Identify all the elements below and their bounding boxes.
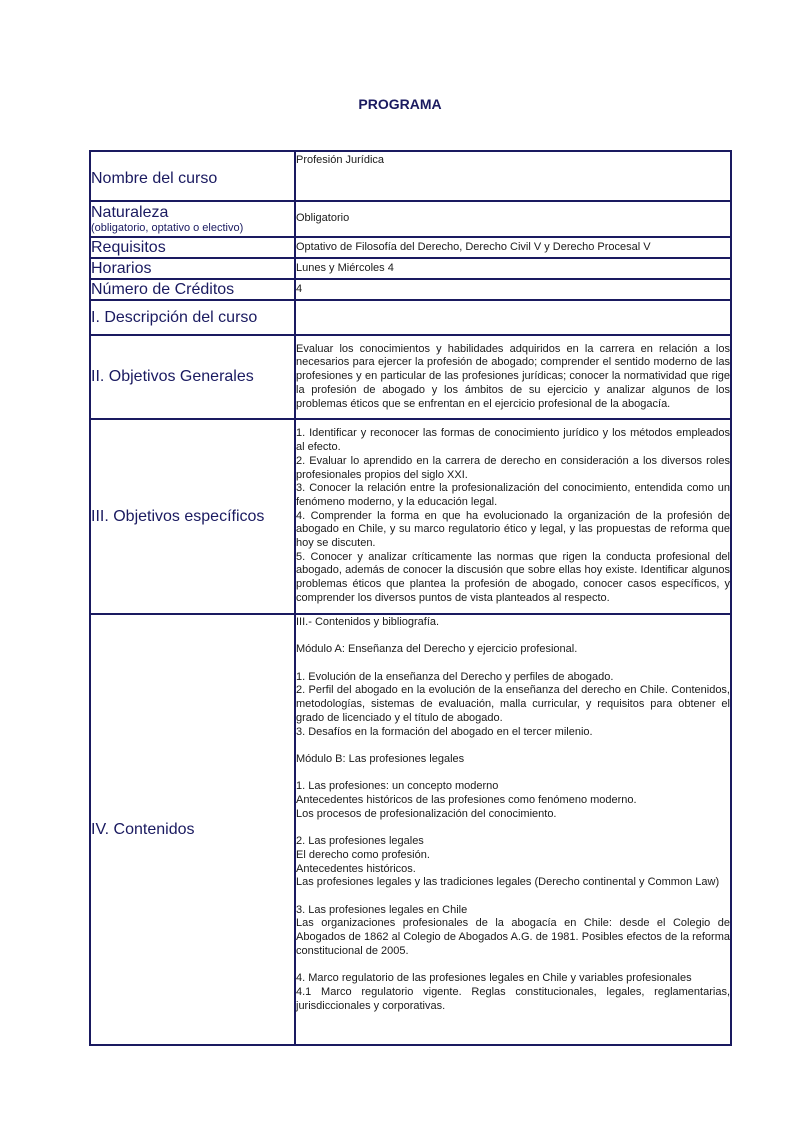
contenido-line: Las organizaciones profesionales de la abogacía en Chile: desde el Colegio de Abogados de 1862 al Colegio de Abogados A.G. de 1981. Posibles efectos de la reforma constitucional de 2005. bbox=[296, 917, 730, 957]
row-objetivos-generales bbox=[90, 335, 731, 419]
contenido-line: Módulo A: Enseñanza del Derecho y ejercicio profesional. bbox=[296, 643, 578, 656]
row-creditos bbox=[90, 279, 731, 300]
contenido-line: 2. Las profesiones legales bbox=[296, 835, 424, 848]
value-naturaleza: Obligatorio bbox=[295, 201, 731, 237]
blank-line bbox=[296, 739, 730, 753]
document-title: PROGRAMA bbox=[358, 96, 442, 112]
contenido-line: III.- Contenidos y bibliografía. bbox=[296, 616, 440, 628]
contenido-line: Las profesiones legales y las tradiciones legales (Derecho continental y Common Law) bbox=[296, 876, 720, 889]
value-objetivos-especificos bbox=[295, 419, 731, 614]
program-table bbox=[89, 150, 732, 1046]
objetivo-item: 4. Comprender la forma en que ha evolucionado la organización de la profesión de abogado en Chile, y su marco regulatorio ético y legal, y las propuestas de reforma que hoy se discuten. bbox=[296, 509, 730, 550]
label-nombre-text: Nombre del curso bbox=[91, 170, 218, 187]
value-creditos: 4 bbox=[295, 279, 731, 300]
contenido-line: El derecho como profesión. bbox=[296, 848, 430, 861]
contenido-line: 4.1 Marco regulatorio vigente. Reglas constitucionales, legales, reglamentarias, jurisdiccionales y corporativas. bbox=[296, 985, 730, 1012]
blank-line bbox=[296, 630, 730, 644]
value-objetivos-generales: Evaluar los conocimientos y habilidades adquiridos en la carrera en relación a los necesarios para ejercer la profesión de abogado; comprender el sentido moderno de las profesiones y en particular de las profesiones jurídicas; conocer la normatividad que rige la profesión de abogado y los ámbitos de su ejercicio y analizar algunos de los problemas éticos que se enfrentan en el ejercicio profesional de la abogacía. bbox=[295, 335, 731, 419]
label-descripcion: I. Descripción del curso bbox=[90, 300, 295, 335]
objetivo-item: 2. Evaluar lo aprendido en la carrera de derecho en consideración a los diversos roles profesionales propios del siglo XXI. bbox=[296, 454, 730, 481]
objetivo-item: 5. Conocer y analizar críticamente las normas que rigen la conducta profesional del abogado, además de conocer la discusión que sobre ellas hoy existe. Identificar algunos problemas éticos que plantea la profesión de abogado, conocer casos específicos, y comprender los diversos puntos de vista planteados al respecto. bbox=[296, 550, 730, 604]
row-horarios bbox=[90, 258, 731, 279]
row-descripcion bbox=[90, 300, 731, 335]
row-requisitos bbox=[90, 237, 731, 258]
label-naturaleza bbox=[90, 201, 295, 237]
objetivo-item: 3. Conocer la relación entre la profesionalización del conocimiento, entendida como un fenómeno moderno, y la educación legal. bbox=[296, 482, 730, 508]
value-requisitos: Optativo de Filosofía del Derecho, Derecho Civil V y Derecho Procesal V bbox=[295, 237, 731, 258]
label-horarios: Horarios bbox=[90, 258, 295, 279]
contenido-line: Antecedentes históricos de las profesiones como fenómeno moderno. bbox=[296, 794, 637, 807]
objetivo-item: 1. Identificar y reconocer las formas de conocimiento jurídico y los métodos empleados al efecto. bbox=[296, 427, 730, 454]
label-requisitos: Requisitos bbox=[90, 237, 295, 258]
blank-line bbox=[296, 767, 730, 781]
label-objetivos-generales: II. Objetivos Generales bbox=[90, 335, 295, 419]
contenido-line: Antecedentes históricos. bbox=[296, 862, 416, 875]
label-creditos: Número de Créditos bbox=[90, 279, 295, 300]
blank-line bbox=[296, 657, 730, 671]
blank-line bbox=[296, 890, 730, 904]
contenido-line: 3. Desafíos en la formación del abogado en el tercer milenio. bbox=[296, 725, 593, 738]
label-naturaleza-text: Naturaleza bbox=[91, 204, 169, 221]
contenido-line: 2. Perfil del abogado en la evolución de la enseñanza del derecho en Chile. Contenidos, metodologías, sistemas de evaluación, malla curricular, y requisitos para obtener el grado de licenciado y el título de abogado. bbox=[296, 684, 730, 724]
label-naturaleza-sub: (obligatorio, optativo o electivo) bbox=[91, 222, 244, 234]
contenido-line: 1. Evolución de la enseñanza del Derecho y perfiles de abogado. bbox=[296, 670, 614, 683]
value-nombre: Profesión Jurídica bbox=[295, 151, 731, 201]
row-nombre bbox=[90, 151, 731, 201]
row-objetivos-especificos bbox=[90, 419, 731, 614]
row-naturaleza bbox=[90, 201, 731, 237]
value-descripcion bbox=[295, 300, 731, 335]
label-objetivos-especificos: III. Objetivos específicos bbox=[90, 419, 295, 614]
contenido-line: 1. Las profesiones: un concepto moderno bbox=[296, 780, 499, 793]
row-contenidos bbox=[90, 614, 731, 1045]
blank-line bbox=[296, 958, 730, 972]
label-contenidos: IV. Contenidos bbox=[90, 614, 295, 1045]
value-horarios: Lunes y Miércoles 4 bbox=[295, 258, 731, 279]
value-contenidos bbox=[295, 614, 731, 1045]
contenido-line: Los procesos de profesionalización del conocimiento. bbox=[296, 807, 557, 820]
label-nombre bbox=[90, 151, 295, 201]
contenido-line: 4. Marco regulatorio de las profesiones legales en Chile y variables profesionales bbox=[296, 972, 692, 985]
contenido-line: 3. Las profesiones legales en Chile bbox=[296, 903, 468, 916]
contenido-line: Módulo B: Las profesiones legales bbox=[296, 752, 465, 765]
blank-line bbox=[296, 821, 730, 835]
